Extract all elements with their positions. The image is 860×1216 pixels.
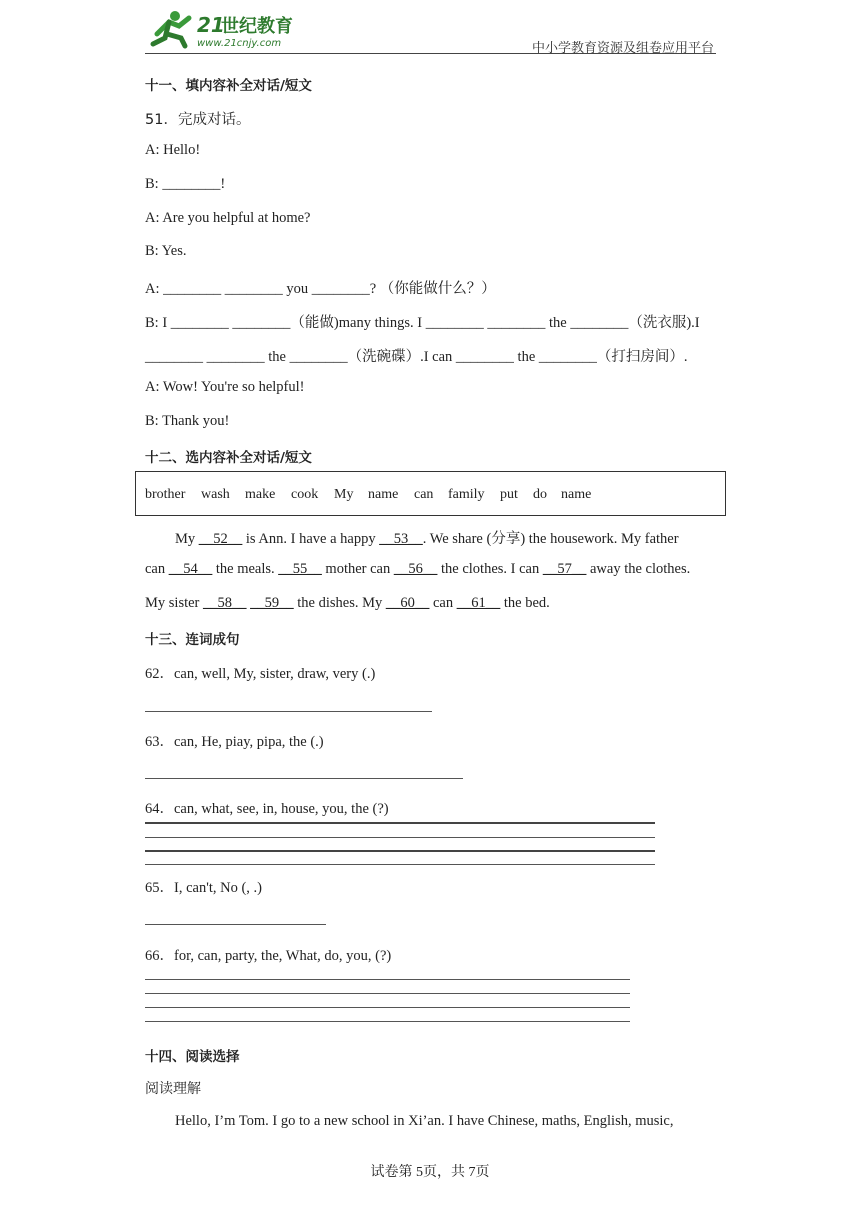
runner-logo-icon — [145, 8, 310, 50]
passage-text: the bed. — [500, 595, 550, 611]
question-51-title: 51．完成对话。 — [145, 112, 251, 128]
passage-text: My — [175, 531, 199, 547]
passage-text: the meals. — [212, 561, 279, 577]
passage-text: . We share (分享) the housework. My father — [422, 531, 679, 547]
question-64: 64．can, what, see, in, house, you, the (?) — [145, 801, 389, 817]
answer-line-63 — [145, 778, 463, 779]
dialog-line: A: ________ ________ you ________? （你能做什么？） — [145, 281, 496, 297]
word-bank-item: do — [533, 487, 547, 502]
passage-line-1 — [175, 527, 679, 548]
answer-line-62 — [145, 711, 432, 712]
word-bank-item: family — [448, 487, 485, 502]
blank-52: __52__ — [198, 531, 243, 547]
passage-text: is Ann. I have a happy — [242, 531, 380, 547]
answer-line-66 — [145, 979, 630, 980]
blank-58: __58__ — [203, 595, 247, 611]
reading-subtitle: 阅读理解 — [145, 1081, 201, 1097]
section-11-title: 十一、填内容补全对话/短文 — [145, 78, 312, 94]
blank-53: __53__ — [379, 531, 423, 547]
word-bank-item: put — [500, 487, 518, 502]
question-66: 66．for, can, party, the, What, do, you, (?) — [145, 948, 392, 964]
question-63: 63．can, He, piay, pipa, the (.) — [145, 734, 324, 750]
answer-line-64 — [145, 822, 655, 824]
brand-name: 世纪教育 — [221, 16, 293, 37]
brand-number: 21 — [197, 13, 225, 37]
question-65: 65．I, can't, No (, .) — [145, 880, 262, 896]
page-footer: 试卷第 5页，共 7页 — [370, 1165, 490, 1180]
brand-logo — [145, 8, 310, 50]
header-divider — [145, 53, 716, 54]
word-bank-item: can — [414, 487, 434, 502]
dialog-line: B: Thank you! — [145, 413, 230, 429]
question-62: 62．can, well, My, sister, draw, very (.) — [145, 666, 376, 682]
reading-text: Hello, I’m Tom. I go to a new school in Xi’an. I have Chinese, maths, English, music, — [175, 1113, 674, 1129]
answer-line-65 — [145, 924, 326, 925]
passage-text: can — [145, 561, 169, 577]
section-14-title: 十四、阅读选择 — [145, 1049, 240, 1065]
blank-56: __56__ — [393, 561, 438, 577]
blank-57: __57__ — [542, 561, 587, 577]
answer-line-66 — [145, 993, 630, 994]
section-12-title: 十二、选内容补全对话/短文 — [145, 450, 312, 466]
word-bank-box — [135, 471, 726, 516]
word-bank-item: cook — [291, 487, 319, 502]
passage-text: the dishes. My — [293, 595, 386, 611]
dialog-line: ________ ________ the ________（洗碗碟）.I can ________ the ________（打扫房间）. — [145, 349, 688, 365]
word-bank-item: brother — [145, 487, 186, 502]
dialog-line: A: Are you helpful at home? — [145, 210, 311, 226]
word-bank-item: wash — [201, 487, 230, 502]
passage-line-2 — [145, 561, 690, 578]
dialog-line: B: I ________ ________（能做)many things. I ________ ________ the ________（洗衣服).I — [145, 315, 700, 331]
passage-text: away the clothes. — [586, 561, 691, 577]
answer-line-64 — [145, 850, 655, 852]
blank-59: __59__ — [250, 595, 294, 611]
word-bank-item: name — [368, 487, 399, 502]
answer-line-64 — [145, 837, 655, 838]
passage-text: can — [429, 595, 457, 611]
answer-line-66 — [145, 1021, 630, 1022]
dialog-line: A: Hello! — [145, 142, 201, 158]
section-13-title: 十三、连词成句 — [145, 632, 240, 648]
brand-url: www.21cnjy.com — [197, 38, 282, 49]
passage-text: the clothes. I can — [437, 561, 543, 577]
answer-line-66 — [145, 1007, 630, 1008]
dialog-line: B: Yes. — [145, 243, 187, 259]
blank-61: __61__ — [456, 595, 501, 611]
dialog-line: A: Wow! You're so helpful! — [145, 379, 305, 395]
blank-54: __54__ — [168, 561, 213, 577]
passage-line-3 — [145, 595, 550, 612]
blank-60: __60__ — [385, 595, 430, 611]
word-bank-item: name — [561, 487, 592, 502]
word-bank-item: My — [334, 487, 354, 502]
answer-line-64 — [145, 864, 655, 865]
dialog-line: B: ________! — [145, 176, 226, 192]
passage-text: My sister — [145, 595, 203, 611]
header-platform-text: 中小学教育资源及组卷应用平台 — [531, 41, 714, 56]
passage-text: mother can — [321, 561, 394, 577]
word-bank-item: make — [245, 487, 276, 502]
blank-55: __55__ — [278, 561, 322, 577]
